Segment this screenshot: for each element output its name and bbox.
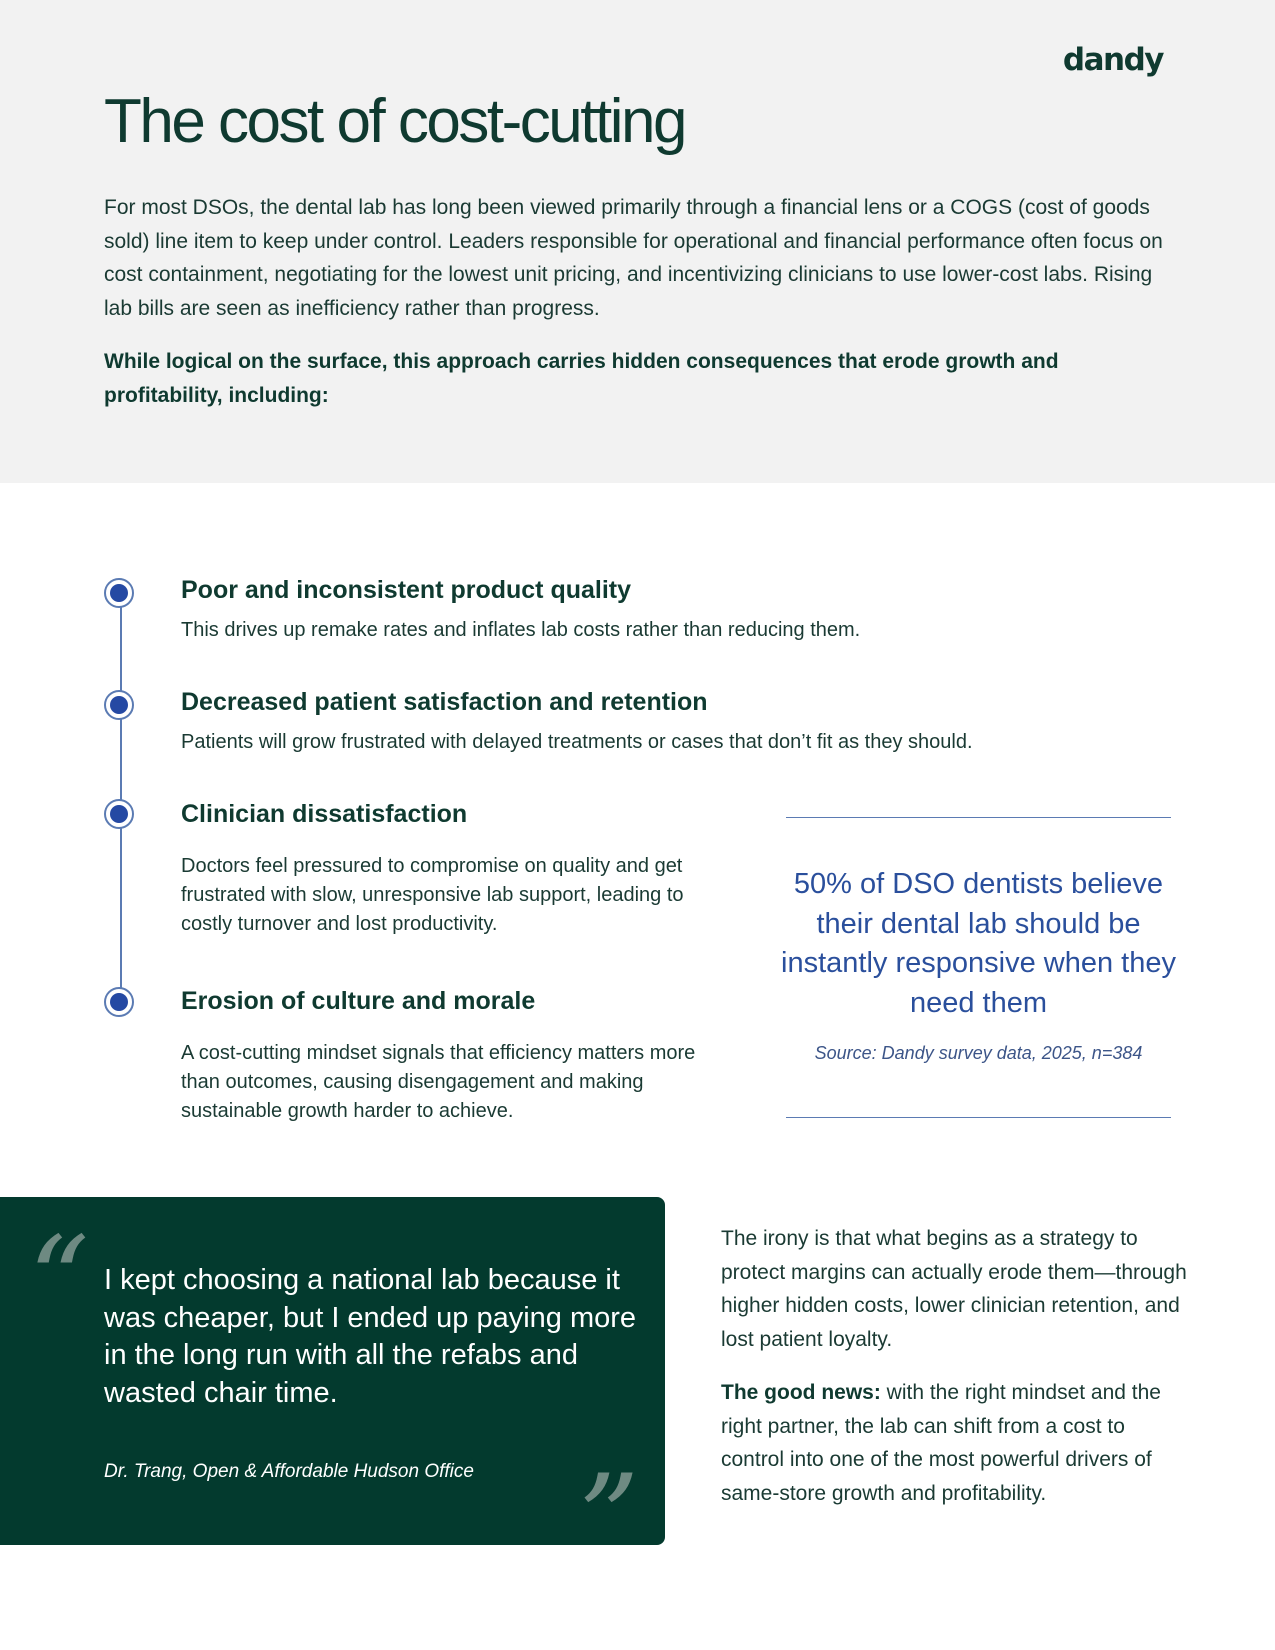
timeline-dot [104, 799, 134, 829]
stat-callout: 50% of DSO dentists believe their dental lab should be instantly responsive when they need them [781, 868, 1176, 1019]
good-news-text: with the right mindset and the right partner, the lab can shift from a cost to control into one of the most powerful drivers of same-store growth and profitability. [721, 1381, 1161, 1505]
timeline-dot [104, 987, 134, 1017]
timeline-line [120, 593, 122, 1003]
consequence-body: A cost-cutting mindset signals that efficiency matters more than outcomes, causing disengagement and making sustainable growth harder to achieve. [181, 1042, 696, 1122]
intro-bold-paragraph: While logical on the surface, this approach carries hidden consequences that erode growth and profitability, including: [104, 350, 1059, 407]
consequence-title: Poor and inconsistent product quality [181, 576, 632, 604]
dandy-logo: dandy [1062, 42, 1163, 78]
good-news-paragraph [721, 1376, 1191, 1510]
stat-source: Source: Dandy survey data, 2025, n=384 [814, 1043, 1143, 1063]
timeline-dot [104, 690, 134, 720]
consequence-title: Decreased patient satisfaction and retention [181, 688, 708, 716]
stat-bottom-rule [786, 1117, 1171, 1118]
consequence-body: Doctors feel pressured to compromise on quality and get frustrated with slow, unresponsive lab support, leading to costly turnover and lost productivity. [181, 855, 684, 935]
good-news-label: The good news: [721, 1381, 881, 1404]
page-title: The cost of cost-cutting [104, 87, 685, 156]
consequence-body: This drives up remake rates and inflates lab costs rather than reducing them. [181, 619, 861, 641]
testimonial-attribution: Dr. Trang, Open & Affordable Hudson Office [104, 1461, 474, 1482]
intro-paragraph: For most DSOs, the dental lab has long been viewed primarily through a financial lens or a COGS (cost of goods sold) line item to keep under control. Leaders responsible for operational and financial performance often focus on cost containment, negotiating for the lowest unit pricing, and incentivizing clinicians to use lower-cost labs. Rising lab bills are seen as inefficiency rather than progress. [104, 196, 1163, 320]
timeline-dot [104, 578, 134, 608]
consequence-title: Clinician dissatisfaction [181, 800, 468, 828]
irony-paragraph: The irony is that what begins as a strategy to protect margins can actually erode them—through higher hidden costs, lower clinician retention, and lost patient loyalty. [721, 1227, 1187, 1351]
testimonial-quote: I kept choosing a national lab because it was cheaper, but I ended up paying more in the long run with all the refabs and wasted chair time. [104, 1264, 637, 1409]
close-quote-mark: ” [578, 1450, 640, 1589]
open-quote-mark: “ [28, 1212, 90, 1351]
stat-top-rule [786, 817, 1171, 818]
consequence-body: Patients will grow frustrated with delayed treatments or cases that don’t fit as they should. [181, 731, 973, 753]
consequence-title: Erosion of culture and morale [181, 987, 536, 1015]
